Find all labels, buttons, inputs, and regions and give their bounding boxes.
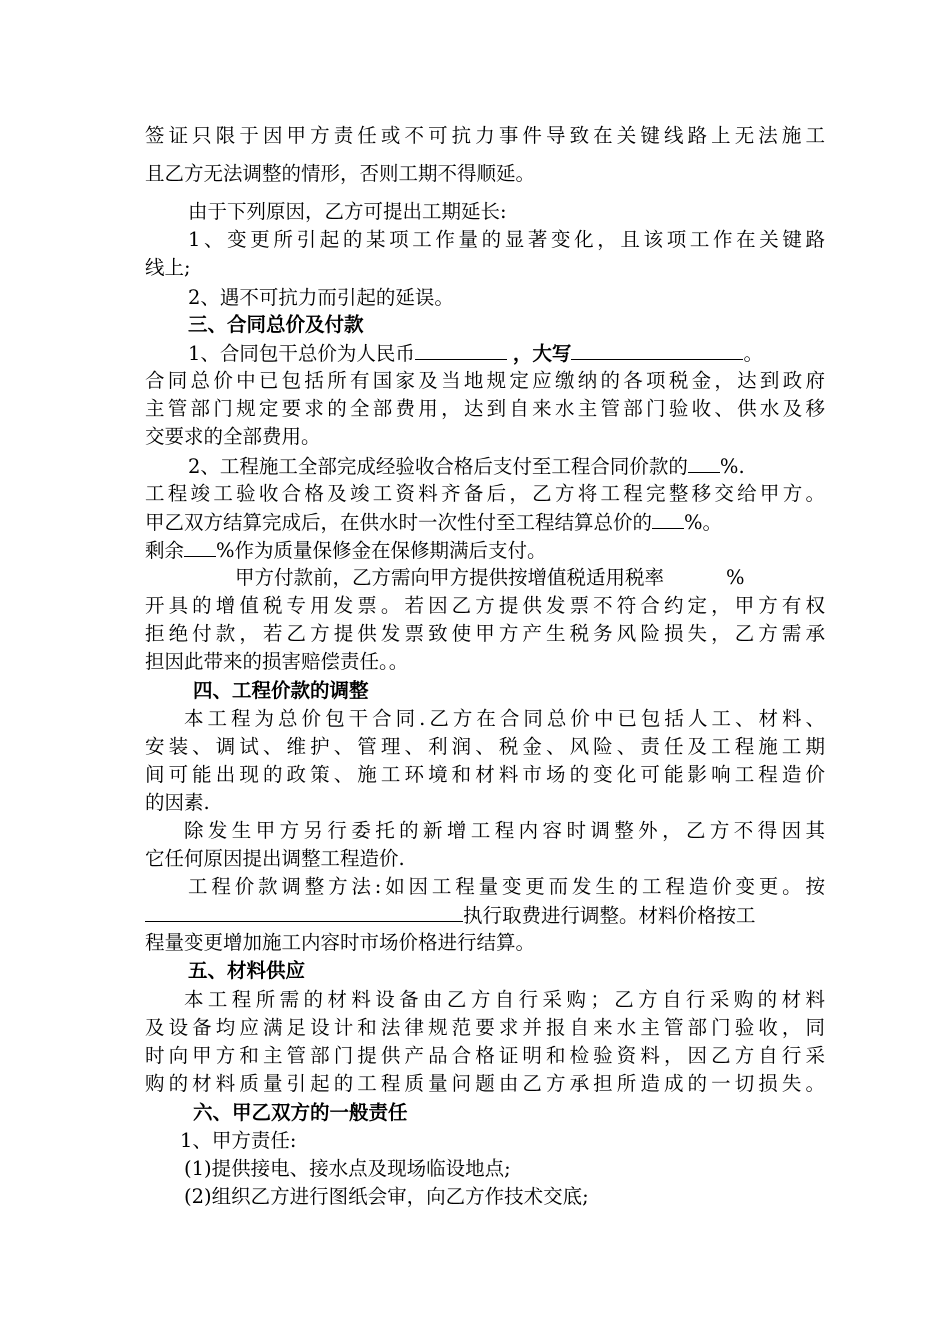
paragraph-line: 工程价款调整方法:如因工程量变更而发生的工程造价变更。按 <box>188 875 825 898</box>
paragraph-line: 间可能出现的政策、施工环境和材料市场的变化可能影响工程造价 <box>145 763 825 786</box>
warranty-text: %作为质量保修金在保修期满后支付。 <box>216 539 547 562</box>
paragraph-line: 线上; <box>145 256 191 279</box>
percent-blank <box>652 508 684 529</box>
paragraph-line: 1、变更所引起的某项工作量的显著变化，且该项工作在关键路 <box>188 228 825 251</box>
section-heading-3: 三、合同总价及付款 <box>188 313 364 336</box>
paragraph-line: 且乙方无法调整的情形，否则工期不得顺延。 <box>145 162 536 185</box>
paragraph-line: 程量变更增加施工内容时市场价格进行结算。 <box>145 931 536 954</box>
paragraph-line: 本工程为总价包干合同.乙方在合同总价中已包括人工、材料、 <box>184 707 825 730</box>
fee-standard-blank <box>145 901 463 922</box>
paragraph-line: 由于下列原因，乙方可提出工期延长: <box>188 200 507 223</box>
paragraph-line: 本工程所需的材料设备由乙方自行采购；乙方自行采购的材料 <box>184 988 825 1011</box>
paragraph-line <box>235 564 825 592</box>
payment-clause-text: 2、工程施工全部完成经验收合格后支付至工程合同价款的 <box>188 455 688 478</box>
fee-adjust-text: 执行取费进行调整。材料价格按工 <box>463 904 756 927</box>
percent-text: % <box>726 566 745 589</box>
price-words-blank <box>571 339 743 360</box>
paragraph-line <box>145 536 825 565</box>
paragraph-line: 时向甲方和主管部门提供产品合格证明和检验资料，因乙方自行采 <box>145 1044 825 1067</box>
settlement-text: 甲乙双方结算完成后，在供水时一次性付至工程结算总价的 <box>145 511 653 534</box>
paragraph-line: 开具的增值税专用发票。若因乙方提供发票不符合约定，甲方有权 <box>145 594 825 617</box>
paragraph-line: 购的材料质量引起的工程质量问题由乙方承担所造成的一切损失。 <box>145 1072 825 1095</box>
section-heading-5: 五、材料供应 <box>188 959 306 982</box>
price-blank <box>415 339 507 360</box>
paragraph-line: 合同总价中已包括所有国家及当地规定应缴纳的各项税金，达到政府 <box>145 369 825 392</box>
in-words-label: ，大写 <box>512 342 572 365</box>
paragraph-line: 交要求的全部费用。 <box>145 425 321 448</box>
paragraph-line: 除发生甲方另行委托的新增工程内容时调整外，乙方不得因其 <box>184 819 825 842</box>
paragraph-line <box>145 901 825 930</box>
invoice-text: 甲方付款前，乙方需向甲方提供按增值税适用税率 <box>235 566 665 589</box>
paragraph-line <box>188 339 825 368</box>
percent-text: %。 <box>684 511 723 534</box>
paragraph-line <box>188 452 825 481</box>
paragraph-line: 签证只限于因甲方责任或不可抗力事件导致在关键线路上无法施工 <box>145 124 825 147</box>
paragraph-line: (1)提供接电、接水点及现场临设地点; <box>184 1157 511 1180</box>
remaining-text: 剩余 <box>145 539 185 562</box>
percent-blank <box>184 536 216 557</box>
paragraph-line: 主管部门规定要求的全部费用，达到自来水主管部门验收、供水及移 <box>145 397 825 420</box>
percent-blank <box>688 452 720 473</box>
paragraph-line: 担因此带来的损害赔偿责任。。 <box>145 650 409 673</box>
percent-text: %. <box>719 455 745 478</box>
paragraph-line: 它任何原因提出调整工程造价. <box>145 847 405 870</box>
paragraph-line: (2)组织乙方进行图纸会审，向乙方作技术交底; <box>184 1185 589 1208</box>
paragraph-line <box>145 508 825 537</box>
paragraph-line: 的因素. <box>145 791 210 814</box>
period-text: 。 <box>743 342 763 365</box>
paragraph-line: 1、甲方责任: <box>180 1129 297 1152</box>
paragraph-line: 安装、调试、维护、管理、利润、税金、风险、责任及工程施工期 <box>145 735 825 758</box>
paragraph-line: 工程竣工验收合格及竣工资料齐备后，乙方将工程完整移交给甲方。 <box>145 482 825 505</box>
contract-price-label: 1、合同包干总价为人民币 <box>188 342 415 365</box>
paragraph-line: 拒绝付款，若乙方提供发票致使甲方产生税务风险损失，乙方需承 <box>145 622 825 645</box>
paragraph-line: 2、遇不可抗力而引起的延误。 <box>188 286 454 309</box>
section-heading-6: 六、甲乙双方的一般责任 <box>193 1101 408 1124</box>
section-heading-4: 四、工程价款的调整 <box>193 679 369 702</box>
paragraph-line: 及设备均应满足设计和法律规范要求并报自来水主管部门验收，同 <box>145 1016 825 1039</box>
